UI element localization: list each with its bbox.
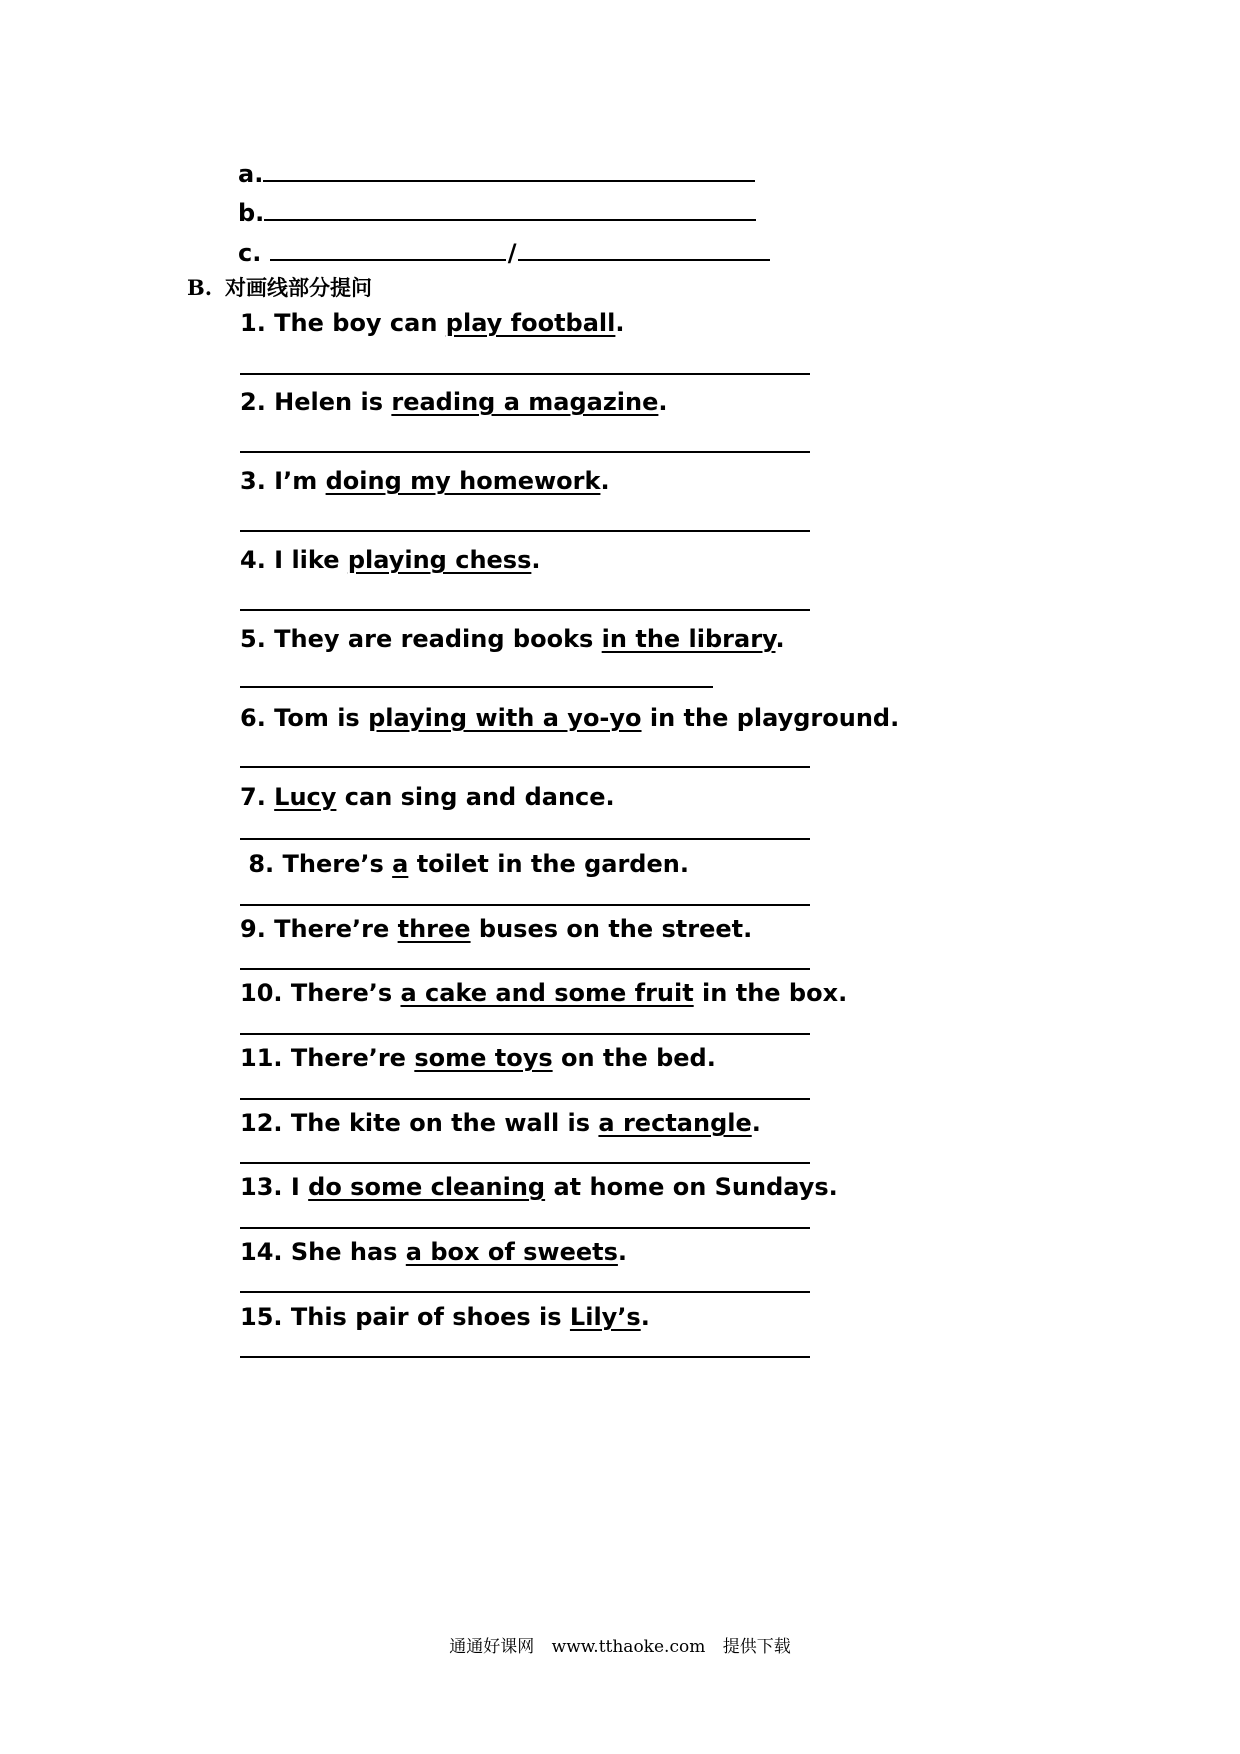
question-text: 8. There’s — [240, 850, 393, 878]
question-text-end: . — [617, 1238, 628, 1266]
question-text-end: . — [615, 309, 625, 337]
option-b — [238, 197, 756, 227]
answer-line-4[interactable] — [240, 609, 810, 611]
option-c-blank-2[interactable] — [518, 237, 770, 261]
question-text: 1. The boy can — [240, 309, 446, 337]
underlined-part: a box of sweets — [405, 1238, 618, 1266]
answer-line-3[interactable] — [240, 530, 810, 532]
underlined-part: a rectangle — [598, 1109, 752, 1137]
question-14 — [240, 1237, 627, 1267]
answer-line-11[interactable] — [240, 1098, 810, 1100]
question-text-end: at home on Sundays. — [545, 1173, 838, 1201]
question-text-end: toilet in the garden. — [408, 850, 689, 878]
footer-note: 提供下载 — [722, 1637, 791, 1657]
question-text-end: . — [751, 1109, 761, 1137]
underlined-part: Lucy — [274, 783, 337, 811]
underlined-part: a cake and some fruit — [400, 979, 694, 1007]
question-12 — [240, 1108, 761, 1138]
answer-line-10[interactable] — [240, 1033, 810, 1035]
question-text-end: . — [658, 388, 668, 416]
option-c — [238, 237, 770, 267]
question-9 — [240, 914, 752, 944]
question-text-end: buses on the street. — [470, 915, 753, 943]
question-text-end: in the playground. — [641, 704, 900, 732]
footer-site-name: 通通好课网 — [449, 1637, 535, 1657]
question-text-end: . — [640, 1303, 650, 1331]
answer-line-6[interactable] — [240, 766, 810, 768]
option-a-blank[interactable] — [263, 158, 755, 182]
question-text-end: on the bed. — [552, 1044, 716, 1072]
question-text: 2. Helen is — [240, 388, 392, 416]
answer-line-15[interactable] — [240, 1356, 810, 1358]
question-text-end: in the box. — [693, 979, 848, 1007]
option-a-label: a. — [238, 160, 264, 188]
question-4 — [240, 545, 541, 575]
question-text: 6. Tom is — [240, 704, 369, 732]
underlined-part: playing chess — [347, 546, 532, 574]
question-7 — [240, 782, 615, 812]
underlined-part: playing with a yo-yo — [368, 704, 642, 732]
question-2 — [240, 387, 668, 417]
underlined-part: do some cleaning — [308, 1173, 546, 1201]
option-c-label: c. — [238, 239, 262, 267]
question-11 — [240, 1043, 716, 1073]
option-b-blank[interactable] — [264, 197, 756, 221]
option-c-separator: / — [507, 239, 517, 267]
question-text: 7. — [240, 783, 275, 811]
question-6 — [240, 703, 899, 733]
underlined-part: play football — [445, 309, 616, 337]
question-10 — [240, 978, 847, 1008]
answer-line-9[interactable] — [240, 968, 810, 970]
answer-line-14[interactable] — [240, 1291, 810, 1293]
underlined-part: in the library — [601, 625, 776, 653]
question-text: 9. There’re — [240, 915, 398, 943]
question-text: 5. They are reading books — [240, 625, 602, 653]
underlined-part: Lily’s — [569, 1303, 641, 1331]
question-text-end: . — [600, 467, 610, 495]
question-1 — [240, 308, 625, 338]
question-3 — [240, 466, 610, 496]
question-text: 3. I’m — [240, 467, 326, 495]
answer-line-12[interactable] — [240, 1162, 810, 1164]
answer-line-13[interactable] — [240, 1227, 810, 1229]
answer-line-7[interactable] — [240, 838, 810, 840]
answer-line-5[interactable] — [240, 686, 713, 688]
footer-url: www.tthaoke.com — [551, 1637, 706, 1657]
question-text: 10. There’s — [240, 979, 401, 1007]
underlined-part: a — [392, 850, 409, 878]
option-a — [238, 158, 755, 188]
option-b-label: b. — [238, 199, 265, 227]
underlined-part: doing my homework — [325, 467, 601, 495]
question-text-end: can sing and dance. — [336, 783, 615, 811]
underlined-part: three — [397, 915, 471, 943]
question-15 — [240, 1302, 650, 1332]
question-8 — [240, 849, 689, 879]
section-b-title: 对画线部分提问 — [225, 275, 372, 300]
question-text-end: . — [775, 625, 785, 653]
question-text: 14. She has — [240, 1238, 406, 1266]
answer-line-1[interactable] — [240, 373, 810, 375]
question-5 — [240, 624, 785, 654]
footer — [0, 1632, 1240, 1657]
question-text: 11. There’re — [240, 1044, 415, 1072]
underlined-part: some toys — [414, 1044, 553, 1072]
section-b-heading — [187, 272, 372, 302]
answer-line-2[interactable] — [240, 451, 810, 453]
question-text: 13. I — [240, 1173, 309, 1201]
question-text-end: . — [531, 546, 541, 574]
underlined-part: reading a magazine — [391, 388, 659, 416]
question-text: 12. The kite on the wall is — [240, 1109, 599, 1137]
question-text: 15. This pair of shoes is — [240, 1303, 570, 1331]
question-13 — [240, 1172, 838, 1202]
answer-line-8[interactable] — [240, 904, 810, 906]
question-text: 4. I like — [240, 546, 348, 574]
section-b-letter: B. — [187, 275, 213, 300]
option-c-blank-1[interactable] — [270, 237, 506, 261]
